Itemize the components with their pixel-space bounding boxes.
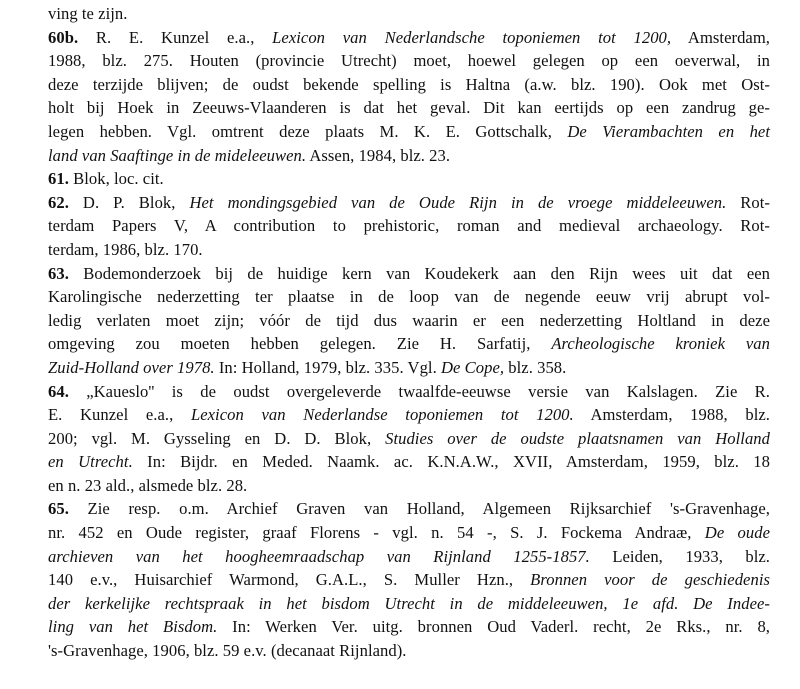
text-line xyxy=(48,96,770,120)
text-segment: In: Werken Ver. uitg. bronnen Oud Vaderl. recht, 2e Rks., nr. 8, xyxy=(217,617,770,637)
text-line xyxy=(48,592,770,616)
text-line xyxy=(48,167,770,191)
text-segment: Assen, 1984, blz. 23. xyxy=(306,145,451,165)
text-segment: 1988, blz. 275. Houten (provincie Utrecht) moet, hoewel gelegen op een oeverwal, in xyxy=(48,51,770,71)
text-segment: Amsterdam, 1988, blz. xyxy=(573,405,771,425)
text-segment: en n. 23 ald., alsmede blz. 28. xyxy=(48,475,248,495)
italic-title: ling van het Bisdom. xyxy=(48,617,218,637)
text-line xyxy=(48,474,770,498)
text-segment: Bodemonderzoek bij de huidige kern van Koudekerk aan den Rijn wees uit dat een xyxy=(68,263,770,283)
text-line xyxy=(48,568,770,592)
text-segment: deze terzijde blijven; de oudst bekende spelling is Haltna (a.w. blz. 190). Ook met Ost- xyxy=(48,74,770,94)
text-line xyxy=(48,238,770,262)
italic-title: Lexicon van Nederlandse toponiemen tot 1200. xyxy=(190,405,574,425)
text-segment: Leiden, 1933, blz. xyxy=(589,546,771,566)
text-segment: Amsterdam, xyxy=(671,27,770,47)
text-line xyxy=(48,380,770,404)
text-segment: 's-Gravenhage, 1906, blz. 59 e.v. (decanaat Rijnland). xyxy=(48,641,407,661)
text-line xyxy=(48,73,770,97)
text-line xyxy=(48,521,770,545)
text-line xyxy=(48,615,770,639)
text-segment: omgeving zou moeten hebben gelegen. Zie H. Sarfatij, xyxy=(48,334,552,354)
text-line xyxy=(48,356,770,380)
italic-title: land van Saaftinge in de mideleeuwen. xyxy=(48,145,307,165)
footnote-number: 64. xyxy=(48,381,69,401)
text-line xyxy=(48,191,770,215)
text-line xyxy=(48,214,770,238)
text-segment: „Kaueslo'' is de oudst overgeleverde twaalfde-eeuwse versie van Kalslagen. Zie R. xyxy=(68,381,770,401)
text-segment: terdam, 1986, blz. 170. xyxy=(48,239,203,259)
italic-title: De oude xyxy=(704,523,771,543)
text-line xyxy=(48,497,770,521)
text-segment: 200; vgl. M. Gysseling en D. D. Blok, xyxy=(48,428,386,448)
footnote-number: 63. xyxy=(48,263,69,283)
italic-title: Het mondingsgebied van de Oude Rijn in de vroege middeleeuwen. xyxy=(189,192,727,212)
italic-title: archieven van het hoogheemraadschap van Rijnland 1255-1857. xyxy=(48,546,590,566)
italic-title: Archeologische kroniek van xyxy=(551,334,770,354)
text-line xyxy=(48,2,770,26)
text-line xyxy=(48,545,770,569)
footnote-number: 65. xyxy=(48,499,69,519)
text-line xyxy=(48,144,770,168)
text-line xyxy=(48,120,770,144)
text-line xyxy=(48,262,770,286)
footnote-number: 60b. xyxy=(48,27,79,47)
text-segment: terdam Papers V, A contribution to prehistoric, roman and medieval archaeology. Rot- xyxy=(48,216,770,236)
text-segment: Rot- xyxy=(726,192,770,212)
text-segment: ledig verlaten moet zijn; vóór de tijd dus waarin er een nederzetting Holtland in deze xyxy=(48,310,770,330)
text-line xyxy=(48,427,770,451)
text-line xyxy=(48,332,770,356)
text-line xyxy=(48,26,770,50)
text-segment: R. E. Kunzel e.a., xyxy=(78,27,273,47)
italic-title: De Vierambachten en het xyxy=(567,121,770,141)
footnotes-text xyxy=(48,2,770,663)
italic-title: Bronnen voor de geschiedenis xyxy=(530,570,770,590)
text-line xyxy=(48,639,770,663)
italic-title: der kerkelijke rechtspraak in het bisdom Utrecht in de middeleeuwen, 1e afd. De Indee- xyxy=(48,593,770,613)
text-segment: D. P. Blok, xyxy=(68,192,190,212)
text-segment: In: Holland, 1979, blz. 335. Vgl. xyxy=(214,357,441,377)
text-line xyxy=(48,403,770,427)
italic-title: en Utrecht. xyxy=(48,452,133,472)
text-segment: E. Kunzel e.a., xyxy=(48,405,191,425)
text-line xyxy=(48,309,770,333)
text-segment: legen hebben. Vgl. omtrent deze plaats M. K. E. Gottschalk, xyxy=(48,121,568,141)
footnote-number: 61. xyxy=(48,169,69,189)
footnote-number: 62. xyxy=(48,192,69,212)
text-line xyxy=(48,49,770,73)
text-segment: In: Bijdr. en Meded. Naamk. ac. K.N.A.W., XVII, Amsterdam, 1959, blz. 18 xyxy=(132,452,770,472)
text-segment: holt bij Hoek in Zeeuws-Vlaanderen is dat het geval. Dit kan eertijds op een zandrug ge- xyxy=(48,98,770,118)
text-segment: Blok, loc. cit. xyxy=(68,169,164,189)
text-line xyxy=(48,450,770,474)
text-segment: Zie resp. o.m. Archief Graven van Holland, Algemeen Rijksarchief 's-Gravenhage, xyxy=(68,499,770,519)
text-segment: blz. 358. xyxy=(504,357,567,377)
text-segment: nr. 452 en Oude register, graaf Florens - vgl. n. 54 -, S. J. Fockema Andraæ, xyxy=(48,523,705,543)
italic-title: Zuid-Holland over 1978. xyxy=(48,357,215,377)
italic-title: Studies over de oudste plaatsnamen van Holland xyxy=(385,428,770,448)
italic-title: Lexicon van Nederlandsche toponiemen tot 1200, xyxy=(272,27,672,47)
text-line xyxy=(48,285,770,309)
text-segment: ving te zijn. xyxy=(48,4,128,23)
text-segment: Karolingische nederzetting ter plaatse in de loop van de negende eeuw vrij abrupt vol- xyxy=(48,287,770,307)
text-segment: 140 e.v., Huisarchief Warmond, G.A.L., S. Muller Hzn., xyxy=(48,570,531,590)
italic-title: De Cope, xyxy=(441,357,505,377)
